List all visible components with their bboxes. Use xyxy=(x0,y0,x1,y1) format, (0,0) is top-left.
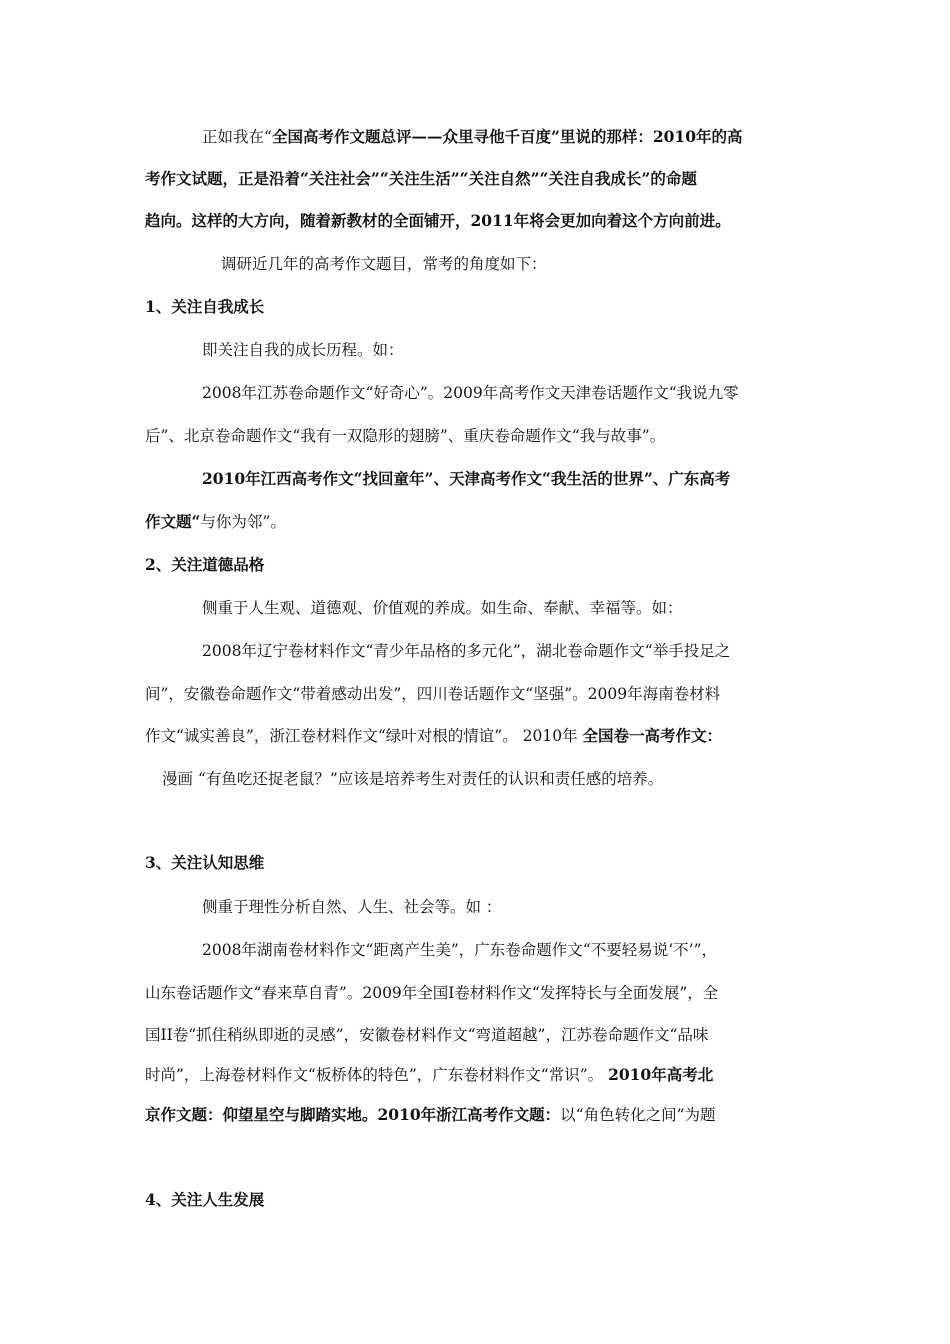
section3-examples-line-5: 京作文题：仰望星空与脚踏实地。2010年浙江高考作文题：以“角色转化之间”为题 xyxy=(145,1105,716,1124)
section3-examples-line-3: 国II卷“抓住稍纵即逝的灵感”，安徽卷材料作文“弯道超越”，江苏卷命题作文“品味 xyxy=(145,1026,709,1044)
section3-examples-line-2: 山东卷话题作文“春来草自青”。2009年全国I卷材料作文“发挥特长与全面发展”，全 xyxy=(145,984,719,1002)
section2-examples-line-4: 漫画 “有鱼吃还捉老鼠？”应该是培养考生对责任的认识和责任感的培养。 xyxy=(162,770,664,788)
section1-2010-line-2: 作文题“与你为邻”。 xyxy=(145,512,286,531)
section3-examples-line-4: 时尚”，上海卷材料作文“板桥体的特色”，广东卷材料作文“常识”。 2010年高考北 xyxy=(145,1065,714,1084)
survey-intro: 调研近几年的高考作文题目，常考的角度如下： xyxy=(221,255,547,273)
intro-paragraph-line-2: 考作文试题，正是沿着“关注社会”“关注生活”“关注自然”“关注自我成长”的命题 xyxy=(145,169,697,188)
section2-heading: 2、关注道德品格 xyxy=(145,555,265,574)
section4-heading: 4、关注人生发展 xyxy=(145,1190,265,1209)
section1-2010-line-1: 2010年江西高考作文“找回童年”、天津高考作文“我生活的世界”、广东高考 xyxy=(202,469,731,488)
section3-examples-line-1: 2008年湖南卷材料作文“距离产生美”，广东卷命题作文“不要轻易说‘不’”， xyxy=(202,941,717,959)
section2-examples-line-1: 2008年辽宁卷材料作文“青少年品格的多元化”，湖北卷命题作文“举手投足之 xyxy=(202,642,731,660)
section1-examples-line-2: 后”、北京卷命题作文“我有一双隐形的翅膀”、重庆卷命题作文“我与故事”。 xyxy=(145,427,666,445)
section2-description: 侧重于人生观、道德观、价值观的养成。如生命、奉献、幸福等。如： xyxy=(202,599,683,617)
section1-examples-line-1: 2008年江苏卷命题作文“好奇心”。2009年高考作文天津卷话题作文“我说九零 xyxy=(202,384,739,402)
section3-description: 侧重于理性分析自然、人生、社会等。如 ： xyxy=(202,898,502,916)
section1-heading: 1、关注自我成长 xyxy=(145,297,265,316)
section2-examples-line-2: 间”，安徽卷命题作文“带着感动出发”，四川卷话题作文“坚强”。2009年海南卷材料 xyxy=(145,685,721,703)
section1-description: 即关注自我的成长历程。如： xyxy=(202,341,404,359)
section3-heading: 3、关注认知思维 xyxy=(145,853,265,872)
intro-paragraph-line-1: 正如我在“全国高考作文题总评——众里寻他千百度”里说的那样：2010年的高 xyxy=(202,127,743,146)
section2-examples-line-3: 作文“诚实善良”，浙江卷材料作文“绿叶对根的情谊”。 2010年 全国卷一高考作文： xyxy=(145,726,723,745)
intro-paragraph-line-3: 趋向。这样的大方向，随着新教材的全面铺开，2011年将会更加向着这个方向前进。 xyxy=(145,211,731,230)
